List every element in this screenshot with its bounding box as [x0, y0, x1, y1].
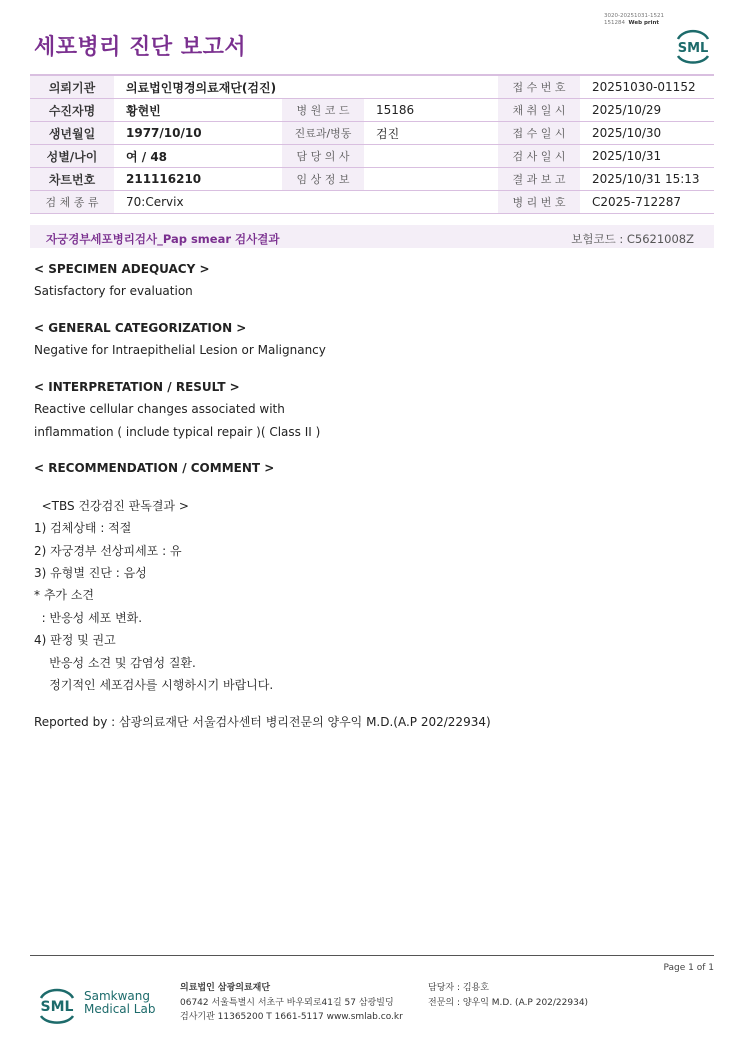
exam-title: 자궁경부세포병리검사_Pap smear 검사결과	[46, 232, 280, 246]
dept-label: 진료과/병동	[282, 122, 364, 145]
table-row	[30, 191, 714, 214]
report-date-label: 결 과 보 고	[498, 168, 580, 191]
path-no-value: C2025-712287	[580, 191, 714, 214]
svg-text:SML: SML	[40, 999, 74, 1015]
table-row	[30, 145, 714, 168]
reported-by: Reported by : 삼광의료재단 서울검사센터 병리전문의 양우익 M.D.(A.P 202/22934)	[34, 715, 491, 729]
dept-value: 검진	[364, 122, 498, 145]
brand-line-2: Medical Lab	[84, 1002, 156, 1016]
rec-line: * 추가 소견	[34, 588, 94, 602]
rec-line: 4) 판정 및 권고	[34, 633, 116, 647]
interpretation-line-1: Reactive cellular changes associated with	[34, 402, 285, 416]
print-code	[604, 13, 664, 27]
insurance-code: 보험코드 : C5621008Z	[571, 232, 694, 246]
receipt-no-value: 20251030-01152	[580, 75, 714, 99]
table-row	[30, 168, 714, 191]
interpretation-heading: < INTERPRETATION / RESULT >	[34, 380, 240, 394]
hospital-code-value: 15186	[364, 99, 498, 122]
receipt-date-value: 2025/10/30	[580, 122, 714, 145]
request-org-label: 의뢰기관	[30, 75, 114, 99]
patient-value: 황현빈	[114, 99, 282, 122]
adequacy-heading: < SPECIMEN ADEQUACY >	[34, 262, 210, 276]
sml-footer-logo-icon	[36, 983, 78, 1025]
interpretation-line-2: inflammation ( include typical repair )( Class II )	[34, 425, 321, 439]
clinical-value	[364, 168, 498, 191]
recommendation-heading: < RECOMMENDATION / COMMENT >	[34, 461, 275, 475]
footer-responsible	[428, 981, 588, 1010]
svg-text:SML: SML	[677, 41, 709, 56]
page-number: Page 1 of 1	[663, 963, 714, 973]
specialist-line: 전문의 : 양우익 M.D. (A.P 202/22934)	[428, 997, 589, 1008]
staff-line: 담당자 : 김용호	[428, 983, 489, 993]
rec-line: 1) 검체상태 : 적절	[34, 521, 132, 535]
table-row	[30, 99, 714, 122]
specimen-value: 70:Cervix	[114, 191, 498, 214]
doctor-value	[364, 145, 498, 168]
category-heading: < GENERAL CATEGORIZATION >	[34, 321, 247, 335]
birth-value: 1977/10/10	[114, 122, 282, 145]
sml-logo-icon	[672, 25, 714, 65]
category-text: Negative for Intraepithelial Lesion or Malignancy	[34, 343, 326, 357]
receipt-date-label: 접 수 일 시	[498, 122, 580, 145]
hospital-code-label: 병 원 코 드	[282, 99, 364, 122]
collect-date-value: 2025/10/29	[580, 99, 714, 122]
table-row	[30, 75, 714, 99]
org-address: 06742 서울특별시 서초구 바우뫼로41길 57 삼광빌딩	[180, 997, 394, 1008]
web-print-label: Web print	[628, 20, 660, 26]
org-name: 의료법인 삼광의료재단	[180, 983, 271, 993]
path-no-label: 병 리 번 호	[498, 191, 580, 214]
exam-date-value: 2025/10/31	[580, 145, 714, 168]
sex-age-value: 여 / 48	[114, 145, 282, 168]
footer-divider	[30, 955, 714, 956]
doctor-label: 담 당 의 사	[282, 145, 364, 168]
print-code-number: 151284	[604, 20, 625, 26]
rec-line: 반응성 소견 및 감염성 질환.	[34, 656, 196, 670]
org-contact: 검사기관 11365200 T 1661-5117 www.smlab.co.kr	[180, 1012, 403, 1022]
collect-date-label: 채 취 일 시	[498, 99, 580, 122]
rec-line: 정기적인 세포검사를 시행하시기 바랍니다.	[34, 678, 274, 692]
rec-line: : 반응성 세포 변화.	[34, 611, 143, 625]
footer-brand	[84, 990, 155, 1016]
chart-value: 211116210	[114, 168, 282, 191]
receipt-no-label: 접 수 번 호	[498, 75, 580, 99]
sex-age-label: 성별/나이	[30, 145, 114, 168]
rec-line: <TBS 건강검진 판독결과 >	[34, 499, 189, 513]
adequacy-text: Satisfactory for evaluation	[34, 284, 193, 298]
rec-line: 2) 자궁경부 선상피세포 : 유	[34, 544, 182, 558]
chart-label: 차트번호	[30, 168, 114, 191]
clinical-label: 임 상 정 보	[282, 168, 364, 191]
report-date-value: 2025/10/31 15:13	[580, 168, 714, 191]
specimen-label: 검 체 종 류	[30, 191, 114, 214]
birth-label: 생년월일	[30, 122, 114, 145]
table-row	[30, 122, 714, 145]
footer-organization	[180, 981, 403, 1025]
patient-info-table	[30, 74, 714, 214]
brand-line-1: Samkwang	[84, 989, 150, 1003]
request-org-value: 의료법인명경의료재단(검진)	[114, 75, 498, 99]
print-code-line2	[604, 20, 664, 27]
rec-line: 3) 유형별 진단 : 음성	[34, 566, 147, 580]
patient-label: 수진자명	[30, 99, 114, 122]
report-title: 세포병리 진단 보고서	[34, 35, 247, 60]
print-code-line1: 3020-20251031-1521	[604, 13, 664, 19]
exam-date-label: 검 사 일 시	[498, 145, 580, 168]
